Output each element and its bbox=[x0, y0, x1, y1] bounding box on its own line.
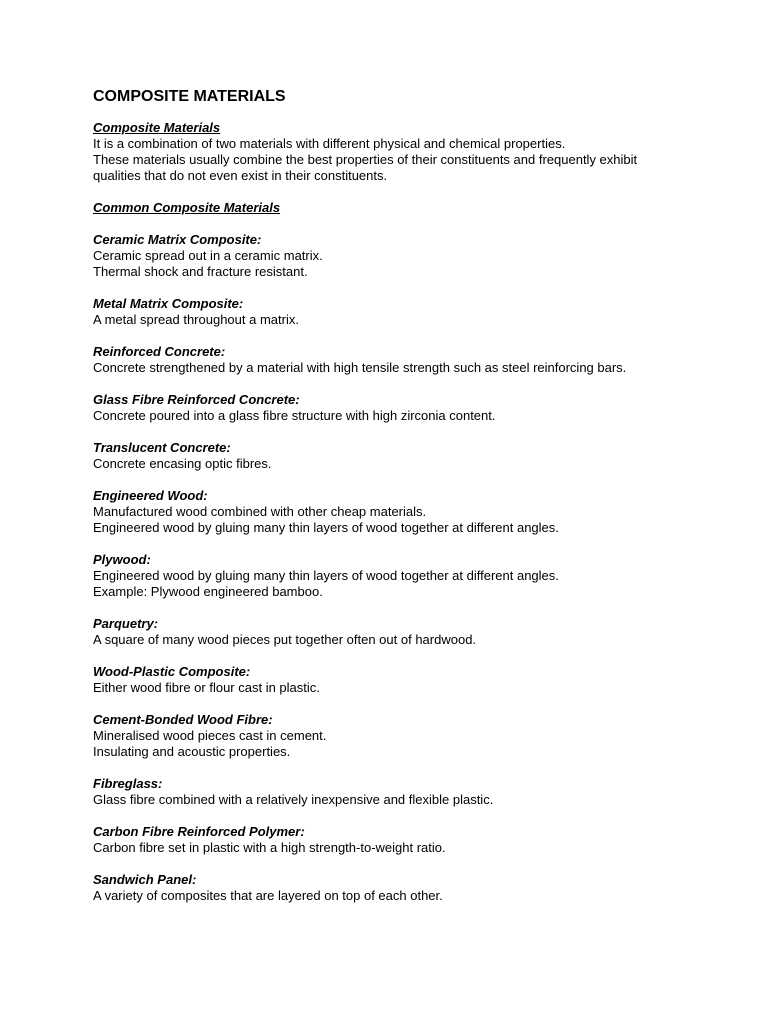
entry-block bbox=[93, 392, 708, 424]
entry-term: Plywood: bbox=[93, 552, 151, 567]
entry-block bbox=[93, 296, 708, 328]
intro-line: qualities that do not even exist in their constituents. bbox=[93, 168, 388, 183]
entry-description: Either wood fibre or flour cast in plastic. bbox=[93, 680, 320, 695]
entry-term: Wood-Plastic Composite: bbox=[93, 664, 251, 679]
entry-description: Ceramic spread out in a ceramic matrix. bbox=[93, 248, 323, 263]
entry-block bbox=[93, 824, 708, 856]
entry-block bbox=[93, 232, 708, 280]
entry-description: Manufactured wood combined with other cheap materials. bbox=[93, 504, 427, 519]
entry-description: A square of many wood pieces put together often out of hardwood. bbox=[93, 632, 477, 647]
entry-term: Glass Fibre Reinforced Concrete: bbox=[93, 392, 300, 407]
entry-description: Glass fibre combined with a relatively inexpensive and flexible plastic. bbox=[93, 792, 494, 807]
intro-line: These materials usually combine the best properties of their constituents and frequently exhibit bbox=[93, 152, 638, 167]
intro-section bbox=[93, 120, 708, 184]
entry-description: Concrete poured into a glass fibre structure with high zirconia content. bbox=[93, 408, 496, 423]
entry-term: Engineered Wood: bbox=[93, 488, 208, 503]
entry-term: Sandwich Panel: bbox=[93, 872, 197, 887]
entry-description: Example: Plywood engineered bamboo. bbox=[93, 584, 323, 599]
entry-block bbox=[93, 776, 708, 808]
entry-description: A metal spread throughout a matrix. bbox=[93, 312, 299, 327]
common-materials-heading: Common Composite Materials bbox=[93, 200, 281, 215]
entry-term: Carbon Fibre Reinforced Polymer: bbox=[93, 824, 305, 839]
entry-block bbox=[93, 552, 708, 600]
entries-list bbox=[93, 232, 708, 904]
entry-term: Parquetry: bbox=[93, 616, 159, 631]
entry-term: Translucent Concrete: bbox=[93, 440, 231, 455]
entry-description: Carbon fibre set in plastic with a high strength-to-weight ratio. bbox=[93, 840, 446, 855]
entry-description: Engineered wood by gluing many thin layers of wood together at different angles. bbox=[93, 568, 559, 583]
entry-term: Metal Matrix Composite: bbox=[93, 296, 244, 311]
entry-description: Concrete strengthened by a material with high tensile strength such as steel reinforcing bars. bbox=[93, 360, 627, 375]
entry-term: Reinforced Concrete: bbox=[93, 344, 226, 359]
intro-heading: Composite Materials bbox=[93, 120, 221, 135]
entry-term: Ceramic Matrix Composite: bbox=[93, 232, 262, 247]
entry-description: Thermal shock and fracture resistant. bbox=[93, 264, 308, 279]
intro-line: It is a combination of two materials with different physical and chemical properties. bbox=[93, 136, 566, 151]
document-title: COMPOSITE MATERIALS bbox=[93, 88, 286, 105]
entry-block bbox=[93, 616, 708, 648]
entry-description: Engineered wood by gluing many thin layers of wood together at different angles. bbox=[93, 520, 559, 535]
entry-description: Concrete encasing optic fibres. bbox=[93, 456, 272, 471]
entry-description: Mineralised wood pieces cast in cement. bbox=[93, 728, 327, 743]
entry-term: Cement-Bonded Wood Fibre: bbox=[93, 712, 273, 727]
entry-block bbox=[93, 712, 708, 760]
entry-description: Insulating and acoustic properties. bbox=[93, 744, 291, 759]
common-materials-section bbox=[93, 200, 708, 216]
entry-block bbox=[93, 440, 708, 472]
entry-term: Fibreglass: bbox=[93, 776, 163, 791]
entry-block bbox=[93, 872, 708, 904]
entry-description: A variety of composites that are layered on top of each other. bbox=[93, 888, 443, 903]
entry-block bbox=[93, 664, 708, 696]
entry-block bbox=[93, 488, 708, 536]
entry-block bbox=[93, 344, 708, 376]
